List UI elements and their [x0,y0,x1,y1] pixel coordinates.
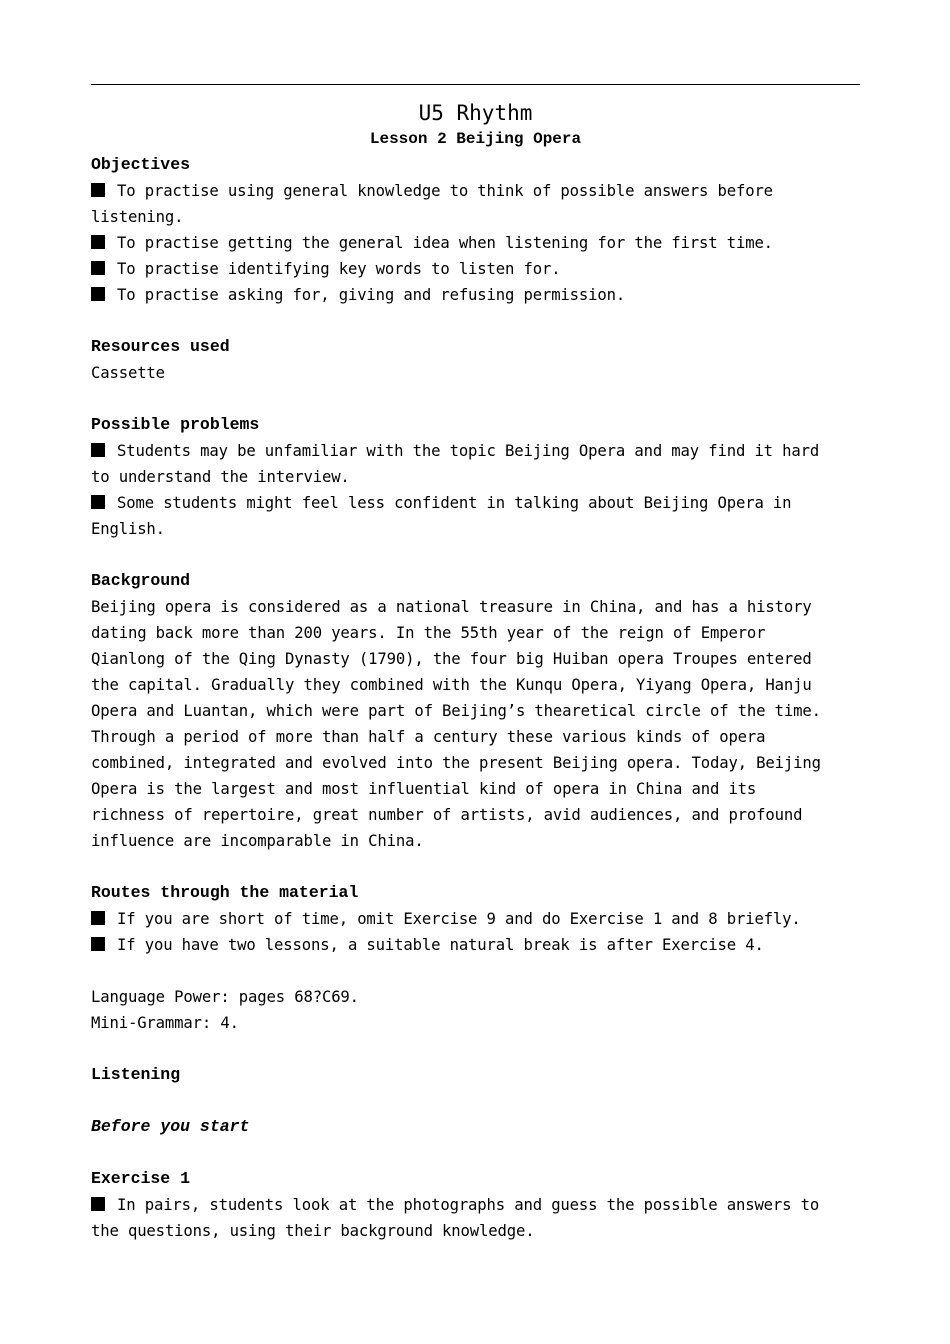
background-line: Beijing opera is considered as a national treasure in China, and has a history [91,598,812,616]
exercise-1-heading: Exercise 1 [91,1169,191,1188]
unit-title: U5 Rhythm [418,101,533,125]
background-line: the capital. Gradually they combined with the Kunqu Opera, Yiyang Opera, Hanju [91,676,812,694]
square-bullet-icon [91,287,105,301]
square-bullet-icon [91,443,105,457]
exercise-1-item [91,1192,863,1218]
spacer [91,1088,863,1114]
objective-item [91,282,863,308]
objective-text: To practise using general knowledge to think of possible answers before [117,182,773,200]
objective-item [91,178,863,204]
background-heading: Background [91,571,191,590]
objective-text: To practise identifying key words to listen for. [117,260,561,278]
spacer [91,958,863,984]
square-bullet-icon [91,495,105,509]
problems-heading: Possible problems [91,415,260,434]
spacer [91,1140,863,1166]
lesson-title: Lesson 2 Beijing Opera [369,130,582,148]
background-line: richness of repertoire, great number of artists, avid audiences, and profound [91,806,803,824]
problem-text: Students may be unfamiliar with the topic Beijing Opera and may find it hard [117,442,820,460]
spacer [91,1036,863,1062]
problem-text-continued: to understand the interview. [91,468,350,486]
objective-text-continued: listening. [91,208,184,226]
background-line: combined, integrated and evolved into the present Beijing opera. Today, Beijing [91,754,821,772]
background-line: influence are incomparable in China. [91,832,424,850]
objectives-heading: Objectives [91,155,191,174]
routes-heading: Routes through the material [91,883,359,902]
mini-grammar-ref: Mini-Grammar: 4. [91,1014,239,1032]
problem-text: Some students might feel less confident in talking about Beijing Opera in [117,494,792,512]
exercise-1-text-continued: the questions, using their background knowledge. [91,1222,535,1240]
listening-heading: Listening [91,1065,181,1084]
objective-text: To practise asking for, giving and refusing permission. [117,286,626,304]
square-bullet-icon [91,261,105,275]
resources-text: Cassette [91,364,165,382]
problem-text-continued: English. [91,520,165,538]
header-rule [91,84,860,85]
before-you-start-heading: Before you start [91,1117,250,1136]
problem-item [91,438,863,464]
background-line: Opera and Luantan, which were part of Beijing’s thearetical circle of the time. [91,702,821,720]
square-bullet-icon [91,1197,105,1211]
spacer [91,542,863,568]
spacer [91,308,863,334]
resources-heading: Resources used [91,337,230,356]
language-power-ref: Language Power: pages 68?C69. [91,988,359,1006]
background-line: Opera is the largest and most influential kind of opera in China and its [91,780,757,798]
objective-item [91,230,863,256]
route-text: If you are short of time, omit Exercise 9 and do Exercise 1 and 8 briefly. [117,910,801,928]
document-body [91,152,863,1244]
background-line: dating back more than 200 years. In the 55th year of the reign of Emperor [91,624,766,642]
background-line: Through a period of more than half a century these various kinds of opera [91,728,766,746]
route-text: If you have two lessons, a suitable natural break is after Exercise 4. [117,936,764,954]
objective-text: To practise getting the general idea when listening for the first time. [117,234,773,252]
objective-item [91,256,863,282]
square-bullet-icon [91,937,105,951]
route-item [91,906,863,932]
square-bullet-icon [91,911,105,925]
exercise-1-text: In pairs, students look at the photographs and guess the possible answers to [117,1196,820,1214]
spacer [91,854,863,880]
square-bullet-icon [91,235,105,249]
background-line: Qianlong of the Qing Dynasty (1790), the four big Huiban opera Troupes entered [91,650,812,668]
spacer [91,386,863,412]
square-bullet-icon [91,183,105,197]
route-item [91,932,863,958]
problem-item [91,490,863,516]
